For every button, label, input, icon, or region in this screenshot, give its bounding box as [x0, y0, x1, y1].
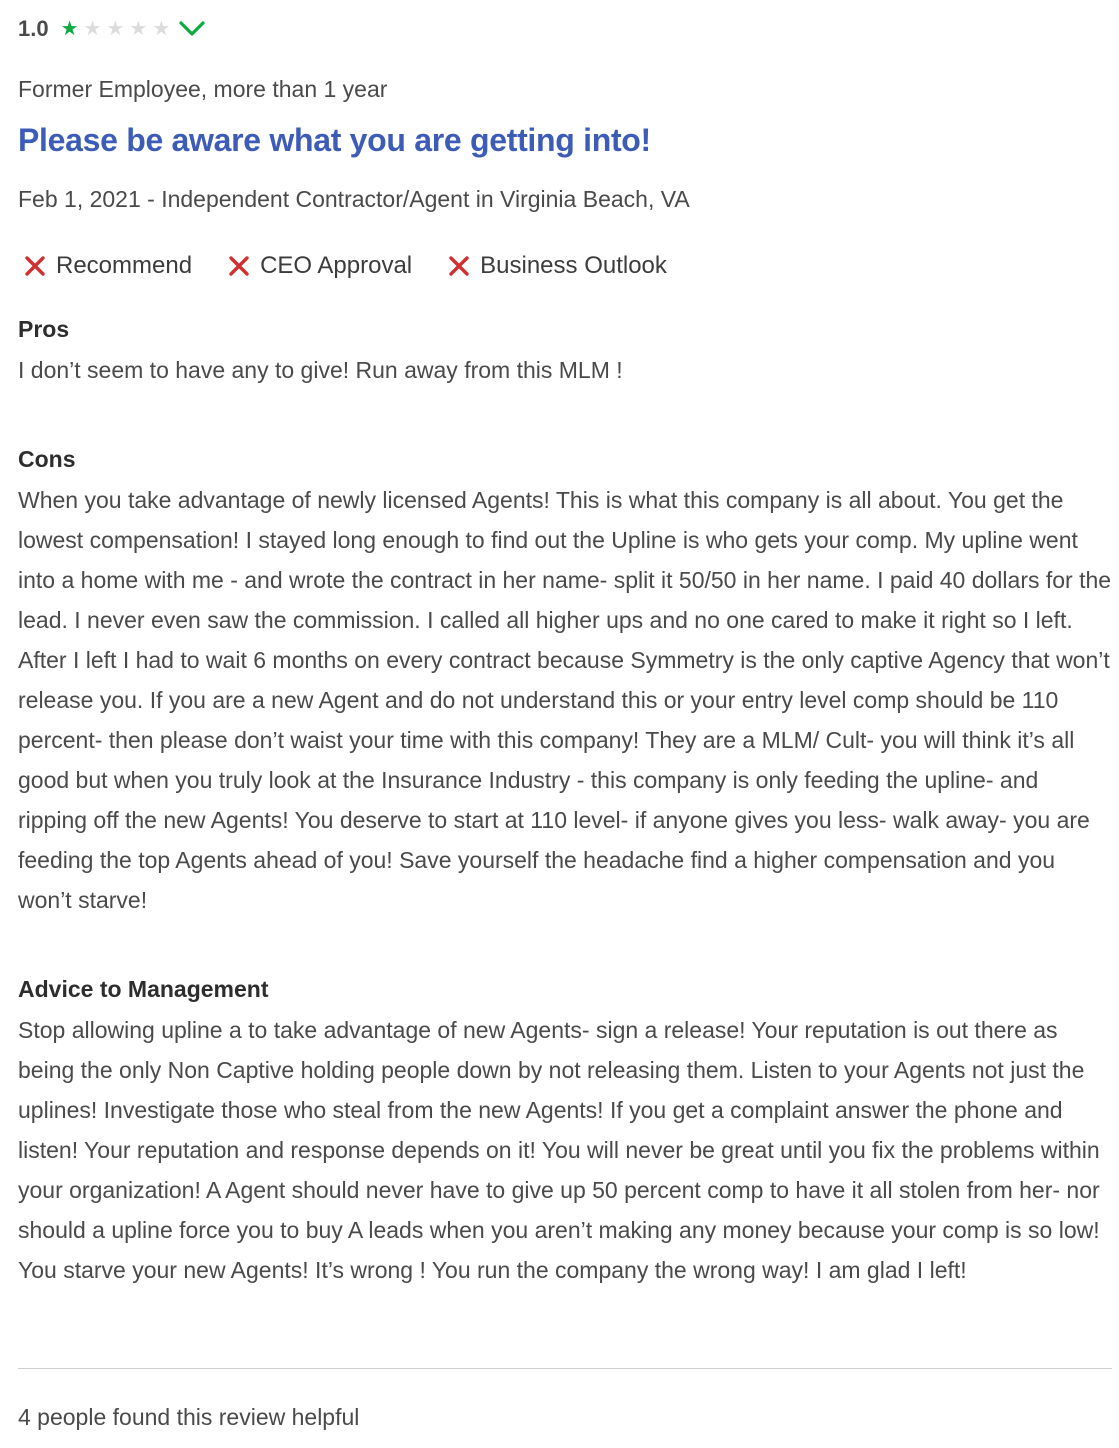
flag-ceo-approval	[228, 252, 412, 280]
advice-text: Stop allowing upline a to take advantage of new Agents- sign a release! Your reputation is out there as being the only Non Captive holding people down by not releasing them. Listen to your Agents not just the uplines! Investigate those who steal from the new Agents! If you get a complaint answer the phone and listen! Your reputation and response depends on it! You will never be great until you fix the problems within your organization! A Agent should never have to give up 50 percent comp to have it all stolen from her- nor should a upline force you to buy A leads when you aren’t making any money because your comp is so low! You starve your new Agents! It’s wrong ! You run the company the wrong way! I am glad I left!	[18, 1017, 1100, 1283]
review-flags	[24, 252, 703, 280]
cons-text: When you take advantage of newly licensed Agents! This is what this company is all about. You get the lowest compensation! I stayed long enough to find out the Upline is who gets your comp. My upline went into a home with me - and wrote the contract in her name- split it 50/50 in her name. I paid 40 dollars for the lead. I never even saw the commission. I called all higher ups and no one cared to make it right so I left. After I left I had to wait 6 months on every contract because Symmetry is the only captive Agency that won’t release you. If you are a new Agent and do not understand this or your entry level comp should be 110 percent- then please don’t waist your time with this company! They are a MLM/ Cult- you will think it’s all good but when you truly look at the Insurance Industry - this company is only feeding the upline- and ripping off the new Agents! You deserve to start at 110 level- if anyone gives you less- walk away- you are feeding the top Agents ahead of you! Save yourself the headache find a higher compensation and you won’t starve!	[18, 487, 1112, 913]
star-icon-empty: ★	[129, 18, 148, 40]
flag-business-outlook	[448, 252, 667, 280]
pros-heading: Pros	[18, 316, 70, 342]
helpful-count: 4 people found this review helpful	[18, 1404, 360, 1430]
star-icon-empty: ★	[152, 18, 171, 40]
flag-label: Recommend	[56, 252, 193, 279]
star-rating[interactable]	[61, 19, 171, 39]
star-icon-empty: ★	[106, 18, 125, 40]
star-icon-empty: ★	[83, 18, 102, 40]
advice-heading: Advice to Management	[18, 976, 269, 1002]
x-icon	[228, 255, 250, 277]
star-icon-filled: ★	[60, 18, 79, 40]
pros-text: I don’t seem to have any to give! Run away from this MLM !	[18, 357, 623, 383]
divider	[18, 1368, 1112, 1369]
rating-row	[18, 14, 206, 44]
x-icon	[448, 255, 470, 277]
employee-status: Former Employee, more than 1 year	[18, 76, 388, 102]
cons-heading: Cons	[18, 446, 76, 472]
review-title[interactable]: Please be aware what you are getting into!	[18, 122, 651, 158]
rating-value: 1.0	[18, 16, 49, 41]
flag-label: Business Outlook	[480, 252, 667, 279]
chevron-down-icon[interactable]	[178, 18, 206, 40]
review-meta: Feb 1, 2021 - Independent Contractor/Agent in Virginia Beach, VA	[18, 186, 690, 212]
x-icon	[24, 255, 46, 277]
flag-label: CEO Approval	[260, 252, 413, 279]
flag-recommend	[24, 252, 192, 280]
